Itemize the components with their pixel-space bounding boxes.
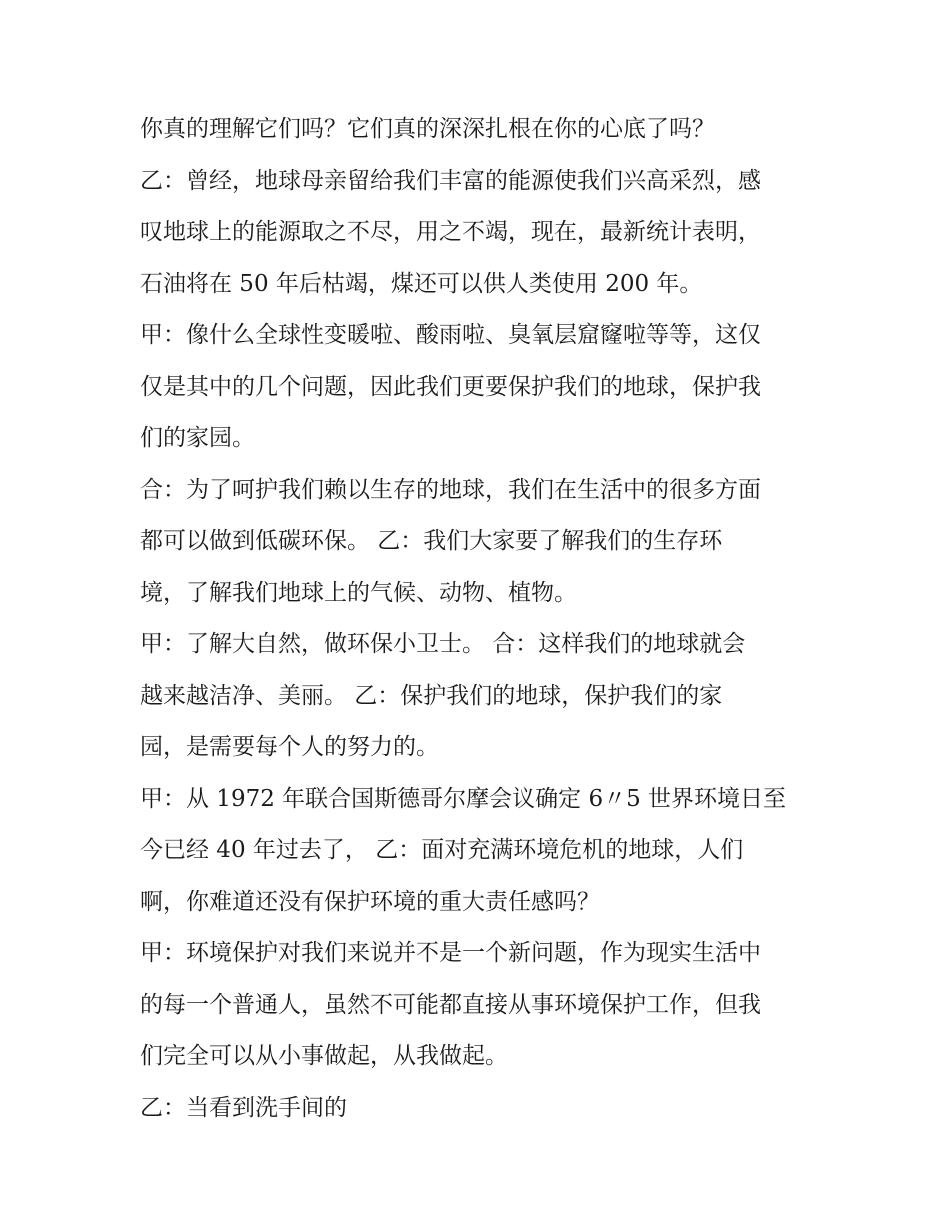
- text-line: 甲：从 1972 年联合国斯德哥尔摩会议确定 6〃5 世界环境日至: [140, 785, 787, 812]
- text-line: 叹地球上的能源取之不尽，用之不竭，现在，最新统计表明，: [140, 219, 761, 245]
- text-line: 啊，你难道还没有保护环境的重大责任感吗？: [140, 888, 600, 915]
- text-line: 们的家园。: [140, 425, 255, 451]
- document-body: [140, 104, 830, 1134]
- text-line: 你真的理解它们吗？它们真的深深扎根在你的心底了吗？: [140, 116, 715, 142]
- text-line: 甲：了解大自然，做环保小卫士。 合：这样我们的地球就会: [140, 631, 746, 657]
- text-line: 合：为了呵护我们赖以生存的地球，我们在生活中的很多方面: [140, 476, 761, 503]
- text-line: 乙：当看到洗手间的: [140, 1094, 347, 1121]
- text-line: 今已经 40 年过去了， 乙：面对充满环境危机的地球，人们: [140, 837, 744, 863]
- text-line: 都可以做到低碳环保。 乙：我们大家要了解我们的生存环: [140, 528, 723, 554]
- text-line: 仅是其中的几个问题，因此我们更要保护我们的地球，保护我: [140, 373, 761, 400]
- text-line: 越来越洁净、美丽。 乙：保护我们的地球，保护我们的家: [140, 682, 723, 709]
- text-line: 们完全可以从小事做起，从我做起。: [140, 1043, 508, 1069]
- text-line: 甲：环境保护对我们来说并不是一个新问题，作为现实生活中: [140, 940, 761, 966]
- text-line: 甲：像什么全球性变暖啦、酸雨啦、臭氧层窟窿啦等等，这仅: [140, 322, 761, 348]
- text-line: 石油将在 50 年后枯竭，煤还可以供人类使用 200 年。: [140, 270, 703, 297]
- text-line: 乙：曾经，地球母亲留给我们丰富的能源使我们兴高采烈，感: [140, 167, 761, 194]
- text-line: 园，是需要每个人的努力的。: [140, 734, 439, 760]
- text-line: 的每一个普通人，虽然不可能都直接从事环境保护工作，但我: [140, 991, 761, 1018]
- text-line: 境，了解我们地球上的气候、动物、植物。: [140, 579, 577, 606]
